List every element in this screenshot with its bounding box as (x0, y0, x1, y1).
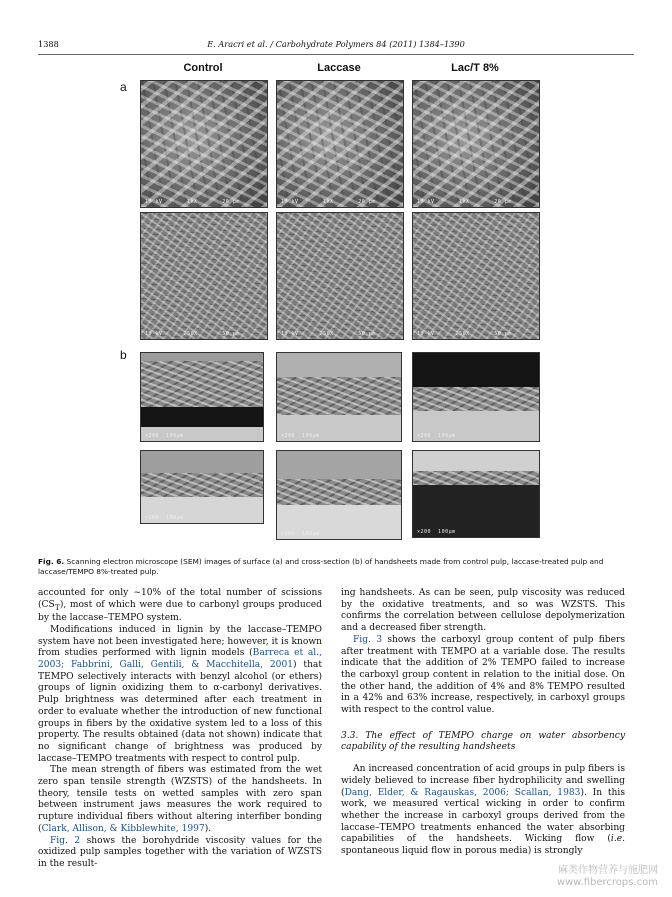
column-header-control: Control (183, 62, 223, 74)
reference-link[interactable]: Barreca et al., 2003; Fabbrini, Galli, Gentili, & Macchitella, 2001 (38, 648, 322, 671)
scale-bar: ×200 100µm (417, 529, 456, 535)
figure-link[interactable]: Fig. 3 (353, 634, 383, 645)
sem-surface-laccase-1kx (276, 80, 404, 208)
sem-surface-control-250x (140, 212, 268, 340)
scale-bar: ×200 100µm (281, 433, 320, 439)
panel-a-label: a (120, 80, 127, 94)
sem-cross-section-control-2 (140, 450, 264, 524)
paragraph: ing handsheets. As can be seen, pulp viscosity was reduced by the oxidative treatments, and so was WZSTS. This confirms the correlation between cellulose depolymerization and a decreased fiber strength. (341, 588, 625, 634)
figure-caption (38, 557, 634, 577)
page-number: 1388 (38, 39, 59, 49)
panel-b-label: b (120, 348, 127, 362)
scale-bar: 10 kV 250X 50 µm (417, 331, 512, 337)
header-rule (38, 54, 634, 55)
paragraph: The mean strength of fibers was estimated from the wet zero span tensile strength (WZSTS) of the handsheets. In theory, tensile tests on wetted samples with zero span between instrument jaws measures the work required to rupture individual fibers without altering interfiber bonding (Clark, Allison, & Kibblewhite, 1997). (38, 765, 322, 834)
figure-link[interactable]: Fig. 2 (50, 835, 81, 846)
scale-bar: 10 kV 250X 50 µm (281, 331, 376, 337)
journal-citation: E. Aracri et al. / Carbohydrate Polymers 84 (2011) 1384–1390 (207, 39, 465, 49)
paragraph: An increased concentration of acid groups in pulp fibers is widely believed to increase fiber hydrophilicity and swelling (Dang, Elder, & Ragauskas, 2006; Scallan, 1983). In this work, we measured vertical wicking in order to confirm whether the increase in carboxyl groups derived from the laccase–TEMPO treatments enhanced the water absorbing capabilities of the handsheets. Wicking flow (i.e. spontaneous liquid flow in porous media) is strongly (341, 764, 625, 857)
scale-bar: ×200 100µm (417, 433, 456, 439)
sem-surface-laccase-250x (276, 212, 404, 340)
caption-label: Fig. 6. (38, 557, 65, 566)
sem-cross-section-laccase-1 (276, 352, 402, 442)
scale-bar: ×200 100µm (281, 531, 320, 537)
caption-text: Scanning electron microscope (SEM) images of surface (a) and cross-section (b) of handsheets made from control pulp, laccase-treated pulp and laccase/TEMPO 8%-treated pulp. (38, 557, 604, 576)
scale-bar: 10 kV 1kX 20 µm (145, 199, 240, 205)
scale-bar: 10 kV 1kX 20 µm (281, 199, 376, 205)
running-header (38, 39, 634, 53)
sem-cross-section-lac-tempo-2 (412, 450, 540, 538)
paragraph: Fig. 3 shows the carboxyl group content of pulp fibers after treatment with TEMPO at a variable dose. The results indicate that the addition of 2% TEMPO failed to increase the carboxyl group content in relation to the initial dose. On the other hand, the addition of 4% and 8% TEMPO resulted in a 42% and 63% increase, respectively, in carboxyl groups with respect to the control value. (341, 634, 626, 716)
paragraph: Fig. 2 shows the borohydride viscosity values for the oxidized pulp samples together with the variation of WZSTS in the result- (38, 835, 322, 869)
paragraph: Modifications induced in lignin by the laccase–TEMPO system have not been investigated here; however, it is known from studies performed with lignin models (Barreca et al., 2003; Fabbrini, Galli, Gentili, & Macchitella, 2001) that TEMPO selectively interacts with benzyl alcohol (or ethers) groups of lignin oxidizing them to α-carbonyl derivatives. Pulp brightness was determined after each treatment in order to evaluate whether the introduction of new functional groups in fibers by the oxidative system led to a loss of this property. The results obtained (data not shown) indicate that no significant change of brightness was produced by laccase–TEMPO treatments with respect to control pulp. (38, 624, 322, 764)
scale-bar: 10 kV 250X 50 µm (145, 331, 240, 337)
right-text-column (341, 588, 625, 858)
sem-cross-section-laccase-2 (276, 450, 402, 540)
sem-surface-lac-tempo-1kx (412, 80, 540, 208)
section-heading: 3.3. The effect of TEMPO charge on water absorbency capability of the resulting handsheets (341, 730, 625, 753)
sem-cross-section-lac-tempo-1 (412, 352, 540, 442)
column-header-laccase: Laccase (317, 62, 361, 74)
left-text-column (38, 588, 322, 871)
sem-surface-lac-tempo-250x (412, 212, 540, 340)
paragraph: accounted for only ∼10% of the total number of scissions $(CS_T)$, most of which were due to carbonyl groups produced by the laccase–TEMPO system. (38, 588, 322, 624)
figure-6 (110, 56, 555, 544)
scale-bar: ×200 100µm (145, 515, 184, 521)
sem-cross-section-control-1 (140, 352, 264, 442)
scale-bar: ×200 100µm (145, 433, 184, 439)
sem-surface-control-1kx (140, 80, 268, 208)
reference-link[interactable]: Clark, Allison, & Kibblewhite, 1997 (41, 823, 205, 834)
scale-bar: 10 kV 1kX 20 µm (417, 199, 512, 205)
reference-link[interactable]: Dang, Elder, & Ragauskas, 2006; Scallan, 1983 (344, 787, 581, 798)
watermark: 麻类作物营养与施肥网 www.fibercrops.com (556, 865, 658, 888)
column-header-lac-tempo: Lac/T 8% (451, 62, 499, 74)
